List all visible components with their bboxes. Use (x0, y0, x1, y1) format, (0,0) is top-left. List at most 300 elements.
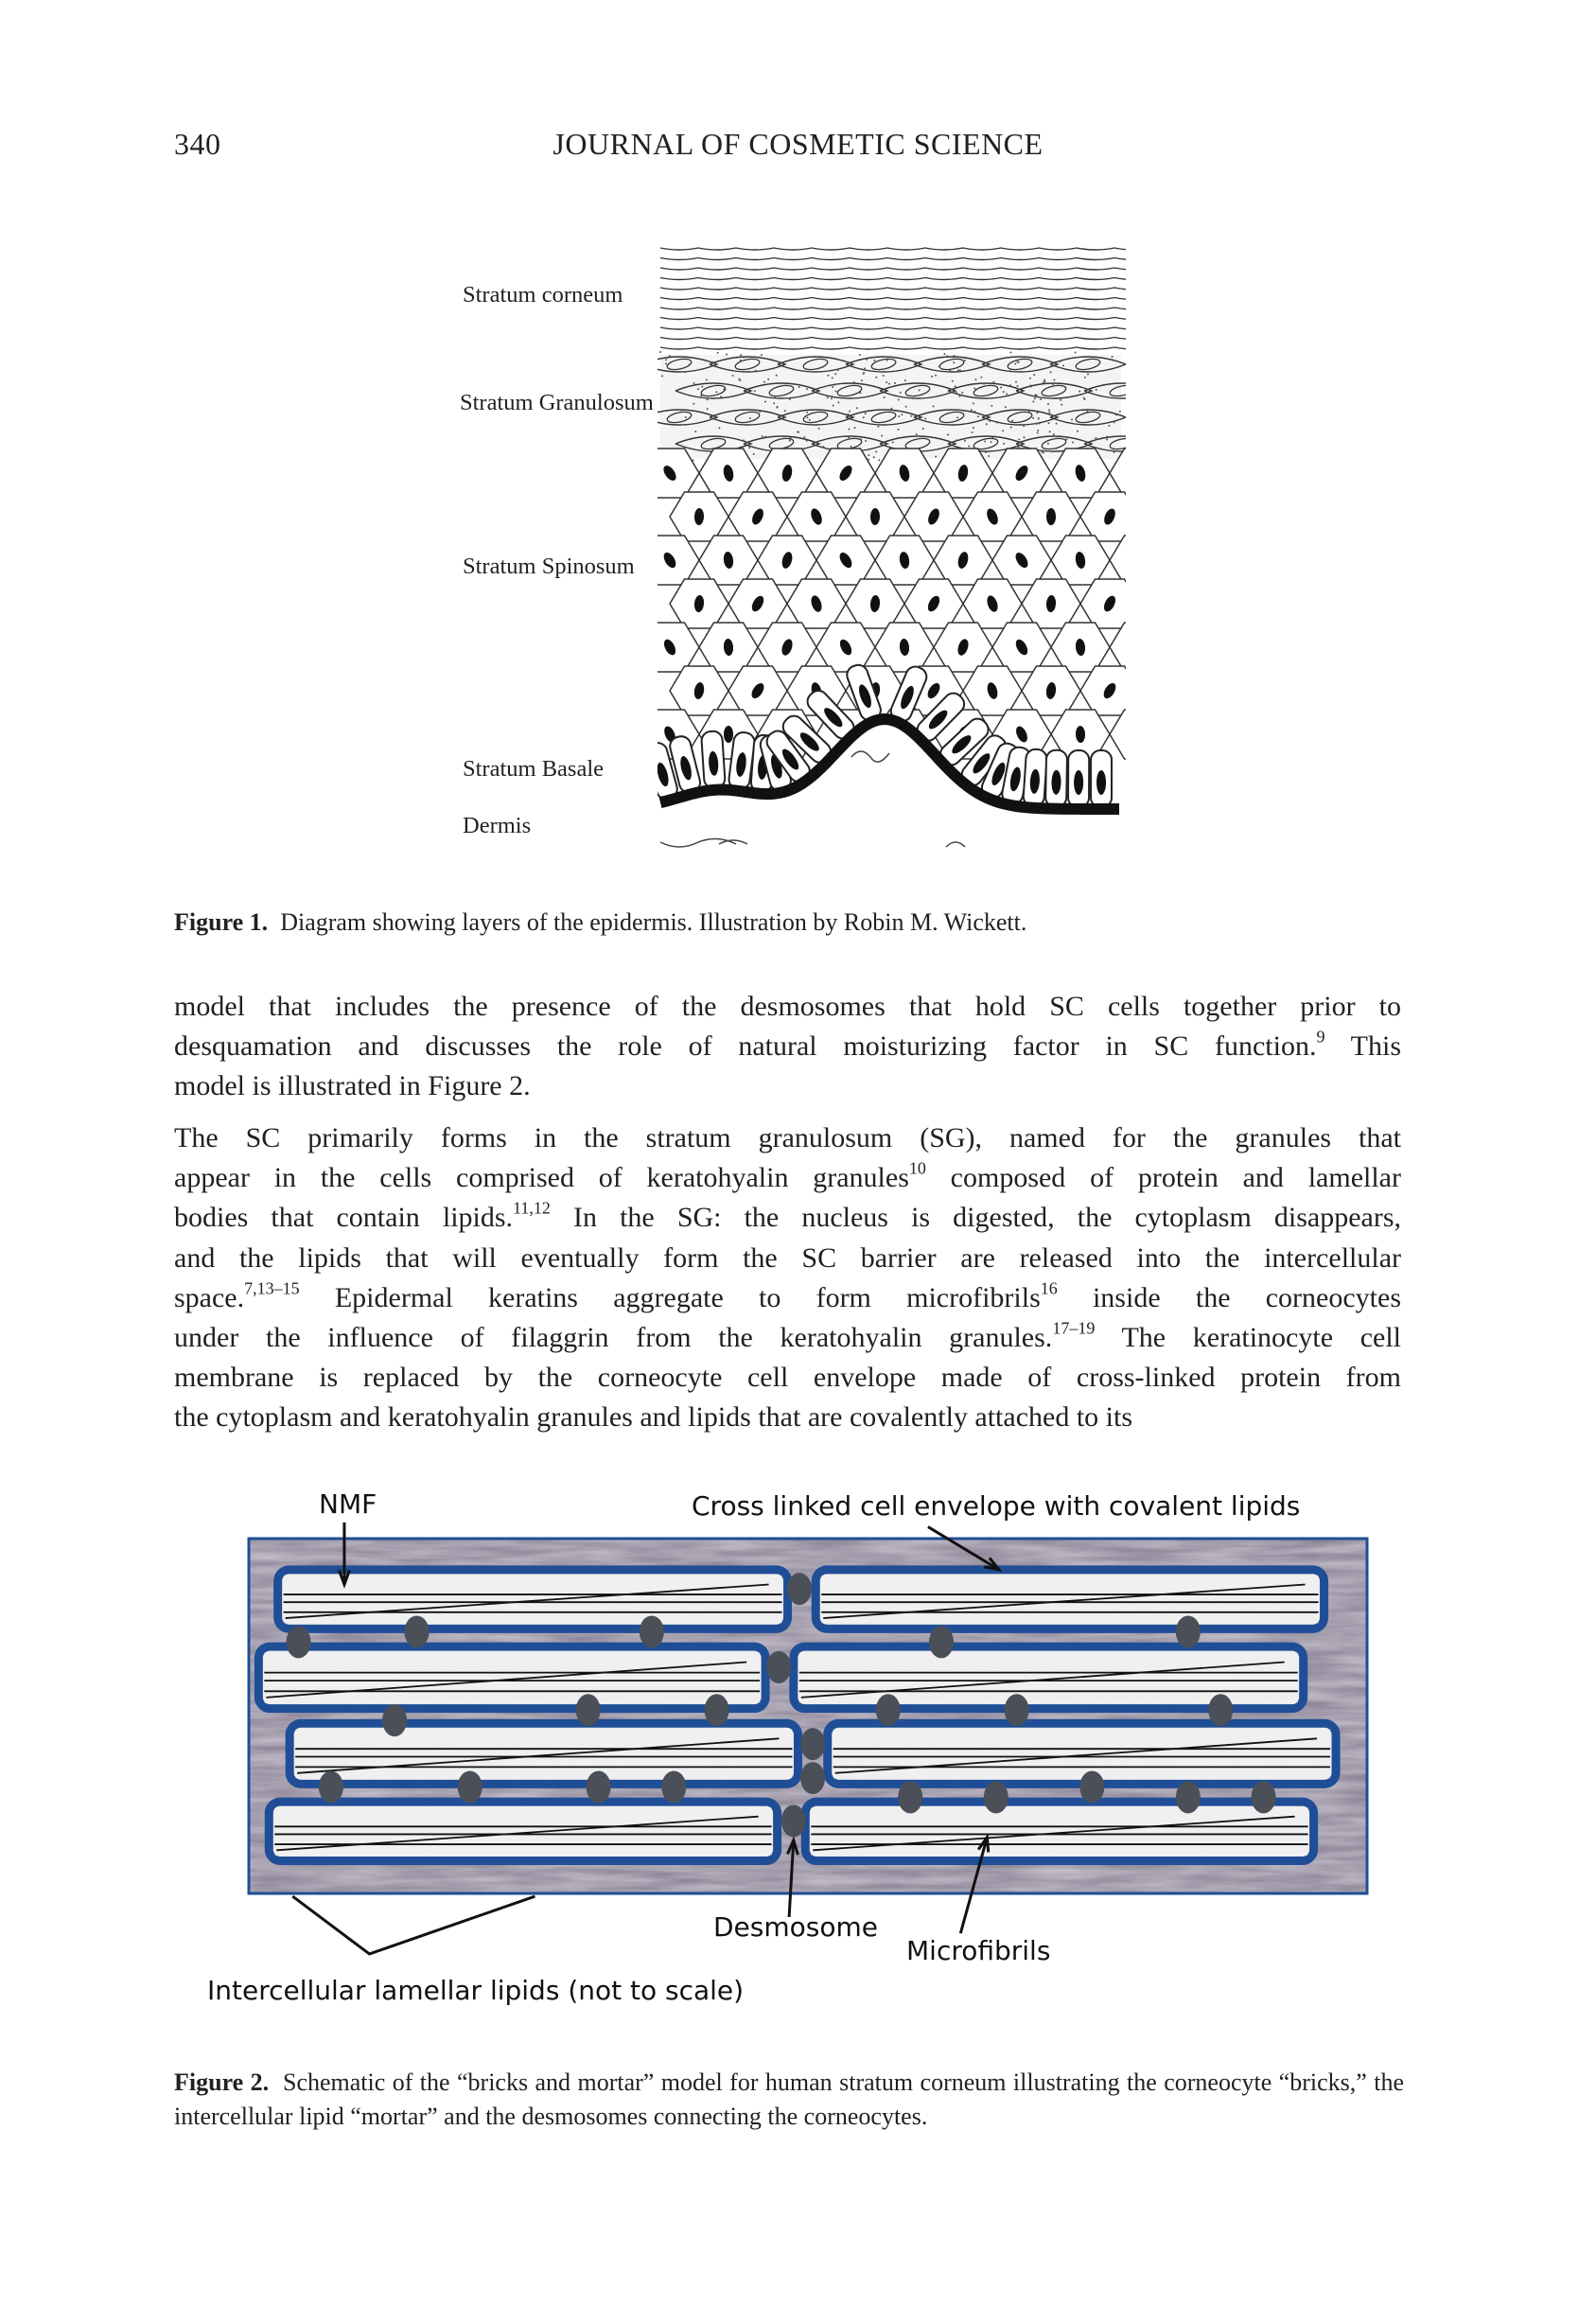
corneum-layer-line (660, 318, 1152, 320)
granule-dot (973, 427, 974, 429)
keratin-texture (284, 1575, 782, 1623)
granule-dot (822, 366, 824, 368)
granule-dot (952, 359, 954, 361)
granule-dot (776, 407, 778, 409)
granule-dot (1064, 387, 1066, 389)
desmosome (766, 1651, 791, 1683)
text-run: In the SG: the nucleus is digested, the cytoplasm disappears, (550, 1202, 1401, 1234)
desmosome (587, 1770, 611, 1803)
granule-dot (1084, 377, 1086, 378)
spinous-cell (1110, 623, 1168, 672)
granule-dot (935, 375, 937, 377)
granule-dot (822, 446, 824, 448)
granule-dot (992, 381, 994, 383)
running-header: JOURNAL OF COSMETIC SCIENCE (552, 127, 1044, 161)
corneum-layer-line (660, 347, 1152, 349)
granule-dot (1047, 443, 1049, 445)
granule-dot (949, 369, 951, 371)
spinous-cell (1139, 492, 1198, 541)
text-run: The SC primarily forms in the stratum granulosum (SG), named for the granules that (174, 1122, 1401, 1153)
text-line (174, 1398, 1401, 1437)
granule-dot (827, 396, 829, 398)
cell-nucleus (1161, 594, 1176, 613)
desmosome (705, 1694, 729, 1726)
granule-dot (859, 392, 861, 394)
desmosome (898, 1781, 922, 1813)
granule-dot (1003, 391, 1005, 393)
granule-dot (725, 359, 727, 361)
granule-dot (878, 459, 880, 461)
granule-dot (807, 416, 809, 418)
granule-dot (1016, 361, 1018, 363)
granule-dot (973, 387, 975, 389)
granule-dot (1093, 440, 1095, 442)
granule-dot (1037, 430, 1039, 431)
desmosome (661, 1770, 686, 1803)
granule-dot (859, 354, 861, 356)
granule-dot (1041, 451, 1043, 453)
granule-dot (1032, 400, 1034, 402)
granule-dot (1062, 364, 1064, 366)
lipids-bracket (292, 1896, 535, 1954)
label-stratum-corneum: Stratum corneum (463, 282, 623, 308)
granule-dot (1112, 356, 1114, 358)
desmosome (1005, 1694, 1029, 1726)
granule-dot (680, 411, 682, 413)
desmosome (876, 1694, 901, 1726)
text-run: Epidermal keratins aggregate to form microfibrils (299, 1281, 1041, 1313)
granule-dot (865, 413, 867, 414)
granule-dot (875, 450, 877, 452)
granule-dot (853, 427, 855, 429)
granule-dot (1095, 437, 1096, 439)
granule-dot (700, 395, 702, 396)
granule-dot (1079, 391, 1080, 393)
granule-dot (665, 362, 667, 364)
granule-dot (1024, 436, 1026, 438)
granule-dot (1010, 427, 1012, 429)
granule-dot (898, 429, 900, 431)
granule-dot (1038, 417, 1040, 419)
granule-dot (905, 406, 907, 408)
granule-dot (973, 411, 975, 413)
granule-dot (1087, 373, 1089, 375)
granule-dot (1024, 367, 1026, 369)
granule-dot (1086, 411, 1088, 413)
granule-dot (911, 397, 913, 399)
granule-dot (833, 405, 834, 407)
desmosome (787, 1573, 812, 1605)
granule-dot (718, 427, 720, 429)
granule-dot (806, 440, 808, 442)
granule-dot (1002, 430, 1004, 431)
granule-dot (900, 392, 902, 394)
granule-dot (1009, 352, 1011, 354)
granule-dot (665, 359, 667, 361)
granule-dot (1106, 436, 1108, 438)
granule-dot (835, 391, 837, 393)
granule-dot (837, 401, 839, 403)
label-dermis: Dermis (463, 813, 532, 838)
text-run: model that includes the presence of the desmosomes that hold SC cells together prior to (174, 991, 1401, 1022)
granule-dot (1060, 361, 1061, 362)
granule-dot (964, 360, 966, 361)
granule-dot (943, 353, 945, 355)
granule-dot (886, 360, 888, 361)
text-line (174, 1066, 1401, 1106)
granule-dot (872, 357, 874, 359)
page-number: 340 (174, 127, 221, 161)
granule-dot (848, 436, 850, 438)
granule-dot (1036, 395, 1038, 396)
granule-dot (989, 420, 991, 422)
granule-dot (1011, 420, 1013, 422)
granule-dot (1114, 451, 1115, 453)
granule-dot (685, 416, 687, 418)
granule-dot (1053, 433, 1055, 435)
granule-dot (1034, 397, 1036, 399)
granule-dot (988, 455, 990, 457)
granule-dot (701, 386, 703, 388)
corneocyte-brick (816, 1570, 1324, 1628)
text-run: inside the corneocytes (1057, 1281, 1401, 1313)
granule-dot (1048, 409, 1050, 411)
granule-dot (1039, 422, 1041, 424)
citation-superscript: 7,13–15 (244, 1278, 300, 1298)
granule-dot (955, 385, 956, 387)
desmosome (640, 1615, 664, 1647)
corneum-layer-line (660, 248, 1152, 250)
corneocyte-brick (258, 1646, 765, 1709)
granule-dot (973, 402, 974, 404)
granule-dot (803, 436, 805, 438)
granule-dot (774, 396, 776, 397)
granule-dot (1119, 411, 1121, 413)
desmosome (1252, 1781, 1276, 1813)
granule-dot (956, 439, 957, 441)
granule-dot (864, 367, 866, 369)
granule-dot (877, 426, 879, 428)
granule-dot (991, 441, 992, 443)
granule-dot (1115, 414, 1117, 415)
corneum-layer-line (660, 268, 1152, 270)
granule-dot (739, 379, 741, 381)
granule-dot (669, 355, 671, 357)
granule-dot (986, 361, 988, 363)
spinous-cell (1110, 710, 1168, 759)
granule-dot (720, 396, 722, 397)
granule-dot (773, 402, 775, 404)
granule-dot (958, 396, 960, 397)
desmosome (781, 1804, 806, 1837)
granule-dot (755, 370, 757, 372)
granule-dot (946, 355, 948, 357)
granule-dot (697, 388, 699, 390)
granule-dot (1051, 450, 1053, 452)
granule-dot (959, 369, 961, 371)
granule-dot (983, 383, 985, 385)
granule-dot (790, 437, 792, 439)
granule-dot (894, 382, 896, 384)
granule-dot (851, 446, 852, 448)
granule-dot (1040, 398, 1042, 400)
text-line (174, 1278, 1401, 1318)
keratin-texture (833, 1729, 1330, 1778)
granule-dot (661, 375, 663, 377)
granule-dot (715, 391, 717, 393)
granule-dot (1015, 381, 1017, 383)
granule-dot (764, 401, 766, 403)
granule-dot (1017, 385, 1019, 387)
granule-dot (850, 416, 851, 418)
caption-label: Figure 2. (174, 2068, 270, 2096)
granule-dot (797, 431, 798, 432)
granule-dot (789, 440, 791, 442)
granule-dot (773, 367, 775, 369)
granule-dot (947, 433, 949, 435)
granule-dot (689, 363, 691, 365)
granule-dot (888, 383, 890, 385)
granule-dot (919, 389, 921, 391)
label-desmosome: Desmosome (713, 1911, 879, 1943)
granule-dot (837, 369, 839, 371)
text-run: model is illustrated in Figure 2. (174, 1070, 531, 1102)
desmosome (984, 1781, 1008, 1813)
corneum-layer-line (660, 258, 1152, 260)
granule-dot (743, 439, 745, 441)
granule-dot (863, 416, 865, 418)
granule-dot (707, 408, 709, 410)
granule-dot (759, 356, 761, 358)
granule-dot (986, 414, 988, 416)
granule-dot (706, 378, 708, 380)
desmosome (800, 1762, 825, 1794)
granule-dot (707, 398, 709, 400)
granule-dot (972, 383, 973, 385)
citation-superscript: 9 (1316, 1027, 1325, 1047)
text-line (174, 1318, 1401, 1358)
granule-dot (693, 382, 695, 384)
desmosome (1176, 1615, 1201, 1647)
text-line (174, 1158, 1401, 1198)
granule-dot (831, 397, 833, 399)
cell-nucleus (1162, 681, 1176, 700)
desmosome (929, 1626, 954, 1658)
granule-dot (745, 390, 747, 392)
text-line (174, 987, 1401, 1027)
granule-dot (984, 441, 986, 443)
granule-dot (924, 417, 926, 419)
granule-dot (865, 440, 867, 442)
corneum-layer-line (660, 327, 1152, 329)
granule-dot (1048, 412, 1050, 414)
granule-dot (749, 420, 751, 422)
granule-dot (1028, 411, 1030, 413)
corneum-layer-line (660, 298, 1152, 300)
granule-dot (954, 355, 956, 357)
granule-dot (659, 351, 661, 353)
text-run: desquamation and discusses the role of natural moisturizing factor in SC function. (174, 1030, 1317, 1063)
bricks-and-mortar-diagram (207, 1488, 1367, 2006)
granule-dot (1018, 438, 1020, 440)
granule-dot (898, 399, 900, 401)
text-run: space. (174, 1281, 245, 1313)
text-run: bodies that contain lipids. (174, 1202, 514, 1234)
granule-dot (1044, 379, 1045, 381)
granule-dot (1056, 423, 1058, 425)
granule-dot (848, 428, 850, 430)
granule-dot (904, 379, 906, 381)
granule-dot (1050, 371, 1052, 373)
granule-dot (957, 369, 959, 371)
cell-nucleus (1132, 638, 1147, 657)
desmosome (382, 1704, 407, 1736)
granule-dot (873, 456, 875, 458)
granule-dot (1003, 443, 1005, 445)
text-line (174, 1358, 1401, 1398)
granule-dot (761, 354, 763, 356)
granule-dot (832, 386, 833, 388)
corneocyte-brick (289, 1723, 798, 1784)
granule-dot (1037, 432, 1039, 434)
granule-dot (881, 435, 883, 437)
cell-nucleus (1133, 464, 1146, 482)
text-run: the cytoplasm and keratohyalin granules and lipids that are covalently attached to its (174, 1401, 1133, 1434)
granule-dot (1075, 352, 1077, 354)
keratin-texture (821, 1575, 1318, 1623)
granule-dot (806, 388, 808, 390)
desmosome (1208, 1694, 1233, 1726)
granule-dot (1052, 383, 1054, 385)
granule-dot (986, 423, 988, 425)
text-run: and the lipids that will eventually form the SC barrier are released into the intercellular (174, 1241, 1401, 1274)
granule-dot (806, 412, 808, 414)
granule-dot (996, 421, 998, 423)
granule-dot (1017, 388, 1019, 390)
text-run: under the influence of filaggrin from the keratohyalin granules. (174, 1321, 1053, 1353)
granule-dot (833, 384, 835, 386)
granule-dot (1033, 374, 1035, 376)
granule-dot (1009, 368, 1011, 370)
granule-dot (860, 438, 862, 440)
corneum-layer-line (660, 288, 1152, 290)
granule-dot (938, 365, 940, 367)
granule-dot (953, 361, 955, 363)
granule-dot (693, 403, 694, 405)
granule-dot (1072, 442, 1074, 444)
granule-dot (971, 409, 973, 411)
text-run: The keratinocyte cell (1095, 1321, 1401, 1353)
granule-dot (816, 389, 818, 391)
granule-dot (764, 436, 766, 438)
spinous-cell (1110, 536, 1168, 585)
granule-dot (964, 440, 966, 442)
granule-dot (798, 386, 800, 388)
granule-dot (740, 354, 742, 356)
granule-dot (863, 372, 865, 374)
granule-dot (972, 431, 973, 433)
corneum-layer-line (660, 308, 1152, 309)
granule-dot (726, 353, 728, 355)
desmosome (319, 1770, 343, 1803)
body-paragraph (174, 1118, 1401, 1438)
granule-dot (759, 411, 761, 413)
label-intercellular-lipids: Intercellular lamellar lipids (not to scale) (207, 1975, 745, 2006)
granule-dot (740, 360, 742, 361)
granule-dot (914, 396, 916, 397)
granule-dot (868, 454, 869, 456)
granule-dot (910, 415, 912, 417)
text-line (174, 1239, 1401, 1278)
label-cell-envelope: Cross linked cell envelope with covalent lipids (692, 1490, 1301, 1522)
granule-dot (1077, 431, 1079, 432)
granule-dot (1036, 412, 1038, 414)
desmosome (576, 1694, 601, 1726)
granule-dot (935, 456, 937, 458)
body-paragraph (174, 987, 1401, 1107)
granule-dot (753, 453, 755, 455)
granule-dot (875, 377, 877, 378)
granule-dot (1030, 386, 1032, 388)
figure2-caption (174, 2066, 1404, 2134)
granule-dot (744, 444, 745, 446)
granule-dot (818, 428, 820, 430)
granule-dot (985, 451, 987, 453)
granule-dot (1055, 448, 1057, 449)
granule-dot (1036, 423, 1038, 425)
granule-dot (834, 373, 836, 375)
granule-dot (848, 414, 850, 415)
text-run: appear in the cells comprised of keratohyalin granules (174, 1162, 909, 1194)
label-nmf: NMF (319, 1488, 377, 1520)
granule-dot (873, 360, 875, 361)
granule-dot (1053, 379, 1055, 381)
granule-dot (784, 410, 786, 412)
corneocyte-brick (805, 1802, 1313, 1860)
desmosome (1176, 1781, 1201, 1813)
granule-dot (953, 424, 955, 426)
label-microfibrils: Microfibrils (906, 1935, 1051, 1966)
label-stratum-basale: Stratum Basale (463, 756, 605, 782)
granule-dot (977, 415, 979, 417)
desmosome (458, 1770, 482, 1803)
granule-dot (767, 378, 769, 380)
granule-dot (1114, 421, 1115, 423)
granule-dot (1043, 381, 1044, 383)
granule-dot (749, 417, 751, 419)
corneum-layer-line (660, 278, 1152, 280)
granule-dot (991, 360, 992, 361)
granule-dot (1006, 393, 1008, 395)
granule-dot (980, 377, 982, 378)
desmosome (1079, 1770, 1104, 1803)
granule-dot (1048, 422, 1050, 424)
granule-dot (1060, 399, 1061, 401)
granule-dot (856, 407, 858, 409)
granule-dot (961, 392, 963, 394)
granule-dot (1000, 387, 1002, 389)
granule-dot (849, 411, 851, 413)
corneum-layer-line (660, 338, 1152, 340)
spinous-cell (1139, 579, 1198, 628)
caption-label: Figure 1. (174, 908, 269, 936)
text-line (174, 1198, 1401, 1238)
text-line (174, 1027, 1401, 1066)
granule-dot (1065, 438, 1067, 440)
granule-dot (974, 378, 976, 380)
granule-dot (1043, 451, 1044, 453)
granule-dot (832, 377, 833, 378)
